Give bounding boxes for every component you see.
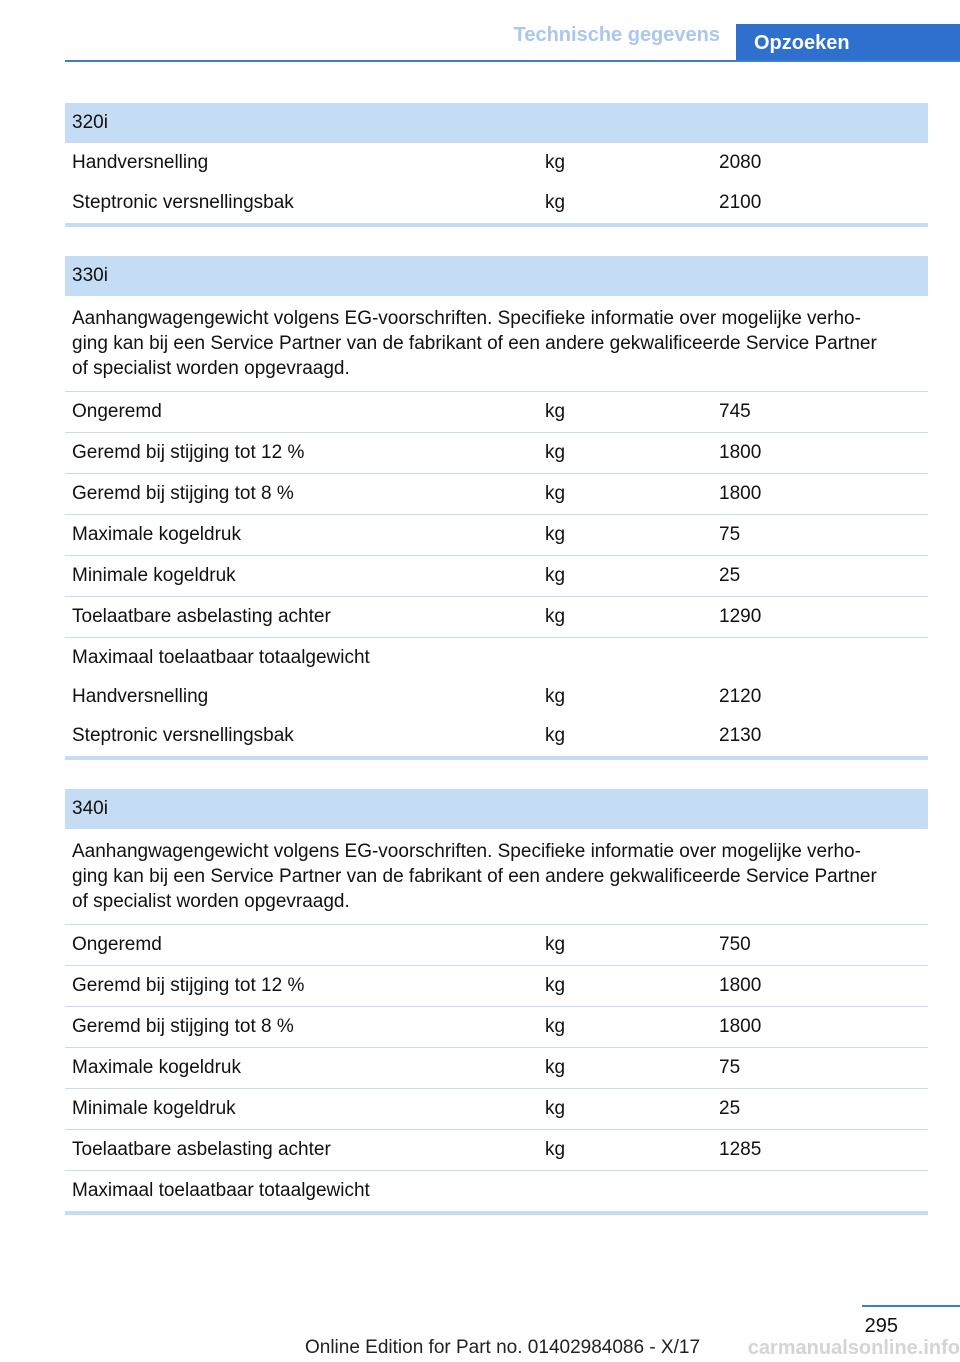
row-label: Handversnelling	[72, 686, 209, 707]
row-unit: kg	[545, 401, 566, 422]
spec-content	[65, 103, 928, 1244]
row-label: Steptronic versnellingsbak	[72, 192, 294, 213]
table-row	[65, 1088, 928, 1129]
row-value: 1800	[719, 1016, 762, 1037]
row-label: Steptronic versnellingsbak	[72, 725, 294, 746]
header-divider	[65, 60, 960, 62]
note-line: ging kan bij een Service Partner van de fabrikant of een andere gekwalificeerde Service Partner	[72, 866, 877, 887]
tab-technische-gegevens[interactable]: Technische gegevens	[513, 24, 720, 46]
row-unit: kg	[545, 152, 566, 173]
page-header	[0, 0, 960, 62]
table-row	[65, 473, 928, 514]
table-row	[65, 924, 928, 965]
row-value: 2120	[719, 686, 762, 707]
row-unit: kg	[545, 934, 566, 955]
row-label: Toelaatbare asbelasting achter	[72, 1139, 331, 1160]
row-value: 2130	[719, 725, 762, 746]
row-unit: kg	[545, 606, 566, 627]
table-row	[65, 1170, 928, 1211]
table-row	[65, 678, 928, 716]
section-title: 340i	[65, 789, 928, 829]
table-row	[65, 716, 928, 756]
row-unit: kg	[545, 1057, 566, 1078]
section-note	[65, 829, 928, 924]
row-value: 75	[719, 1057, 741, 1078]
table-row	[65, 1047, 928, 1088]
row-label: Maximale kogeldruk	[72, 1057, 241, 1078]
table-row	[65, 555, 928, 596]
section-320i	[65, 103, 928, 227]
row-value: 1290	[719, 606, 762, 627]
row-label: Ongeremd	[72, 401, 162, 422]
table-row	[65, 1129, 928, 1170]
row-label: Geremd bij stijging tot 12 %	[72, 442, 305, 463]
section-title: 320i	[65, 103, 928, 143]
row-value: 1800	[719, 975, 762, 996]
tab-opzoeken[interactable]: Opzoeken	[736, 24, 960, 62]
row-label: Toelaatbare asbelasting achter	[72, 606, 331, 627]
row-value: 25	[719, 1098, 741, 1119]
row-label: Maximaal toelaatbaar totaalgewicht	[72, 1180, 370, 1201]
section-note	[65, 296, 928, 391]
row-unit: kg	[545, 1139, 566, 1160]
section-340i	[65, 789, 928, 1215]
section-330i	[65, 256, 928, 760]
note-line: ging kan bij een Service Partner van de fabrikant of een andere gekwalificeerde Service Partner	[72, 333, 877, 354]
note-line: Aanhangwagengewicht volgens EG-voorschriften. Specifieke informatie over mogelijke verho-	[72, 308, 861, 329]
row-unit: kg	[545, 442, 566, 463]
row-label: Ongeremd	[72, 934, 162, 955]
page-number: 295	[864, 1315, 898, 1337]
note-line: of specialist worden opgevraagd.	[72, 891, 350, 912]
row-value: 75	[719, 524, 741, 545]
table-row	[65, 637, 928, 678]
table-row	[65, 391, 928, 432]
row-label: Handversnelling	[72, 152, 209, 173]
table-row	[65, 432, 928, 473]
row-unit: kg	[545, 192, 566, 213]
watermark: carmanualsonline.info	[747, 1337, 960, 1359]
row-unit: kg	[545, 483, 566, 504]
table-row	[65, 514, 928, 555]
note-line: Aanhangwagengewicht volgens EG-voorschriften. Specifieke informatie over mogelijke verho-	[72, 841, 861, 862]
row-value: 1285	[719, 1139, 762, 1160]
row-label: Minimale kogeldruk	[72, 565, 236, 586]
row-label: Geremd bij stijging tot 12 %	[72, 975, 305, 996]
section-title: 330i	[65, 256, 928, 296]
table-row	[65, 596, 928, 637]
row-unit: kg	[545, 524, 566, 545]
table-row	[65, 1006, 928, 1047]
row-value: 1800	[719, 442, 762, 463]
table-row	[65, 183, 928, 223]
row-label: Minimale kogeldruk	[72, 1098, 236, 1119]
row-value: 745	[719, 401, 751, 422]
row-label: Geremd bij stijging tot 8 %	[72, 483, 294, 504]
row-value: 1800	[719, 483, 762, 504]
row-unit: kg	[545, 565, 566, 586]
row-value: 2080	[719, 152, 762, 173]
row-value: 2100	[719, 192, 762, 213]
row-value: 25	[719, 565, 741, 586]
row-unit: kg	[545, 1098, 566, 1119]
note-line: of specialist worden opgevraagd.	[72, 358, 350, 379]
row-label: Maximale kogeldruk	[72, 524, 241, 545]
row-unit: kg	[545, 1016, 566, 1037]
page-number-divider	[862, 1305, 960, 1307]
row-unit: kg	[545, 725, 566, 746]
row-value: 750	[719, 934, 751, 955]
row-unit: kg	[545, 975, 566, 996]
edition-footer: Online Edition for Part no. 01402984086 - X/17	[304, 1337, 701, 1358]
row-unit: kg	[545, 686, 566, 707]
table-row	[65, 143, 928, 183]
row-label: Geremd bij stijging tot 8 %	[72, 1016, 294, 1037]
row-label: Maximaal toelaatbaar totaalgewicht	[72, 647, 370, 668]
table-row	[65, 965, 928, 1006]
